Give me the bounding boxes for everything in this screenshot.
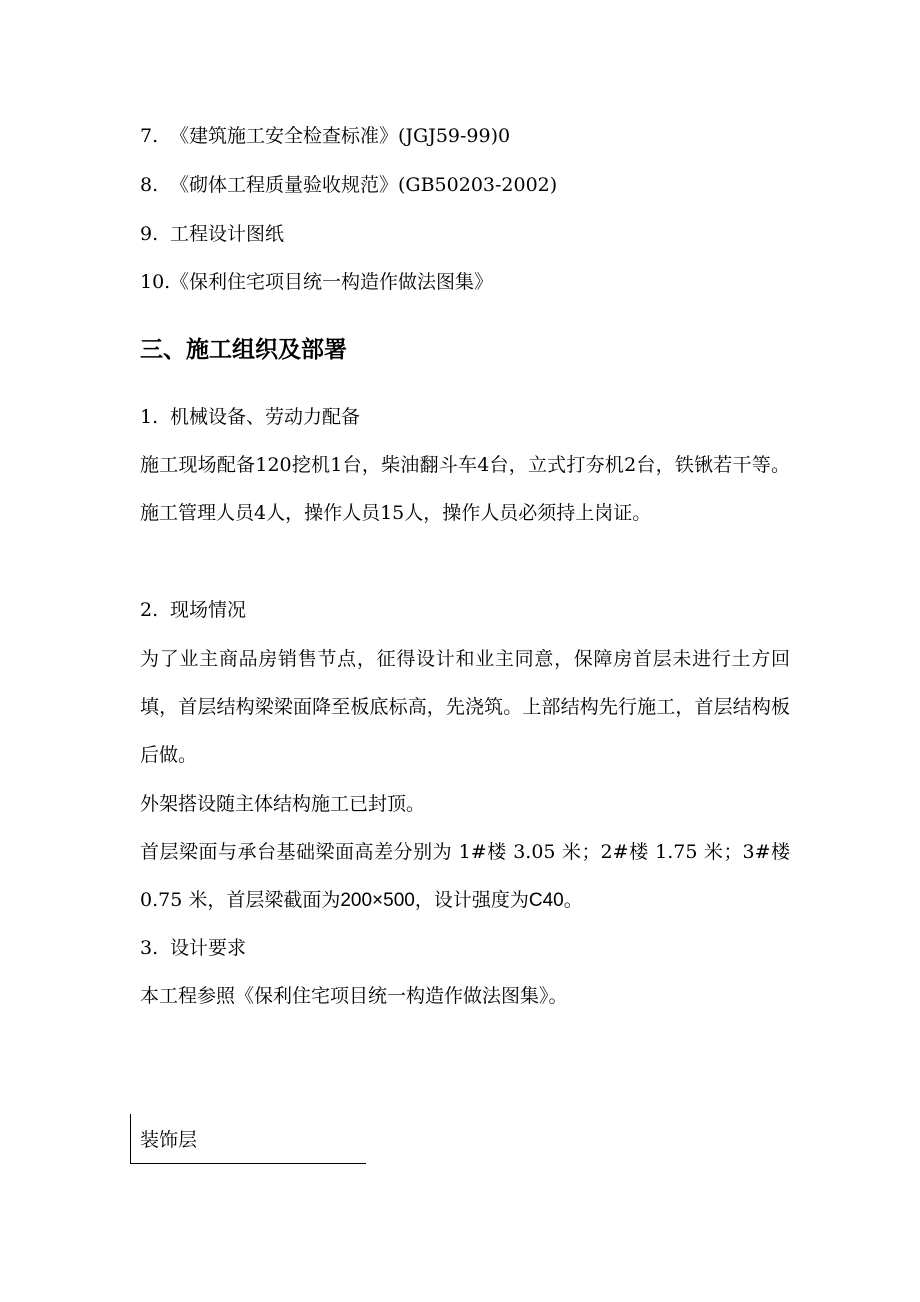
site-paragraph-2: 外架搭设随主体结构施工已封顶。 [140,793,426,815]
site-paragraph-1: 为了业主商品房销售节点，征得设计和业主同意，保障房首层未进行土方回填，首层结构梁梁面降至板底标高，先浇筑。上部结构先行施工，首层结构板后做。 [140,648,790,766]
section-heading: 三、施工组织及部署 [140,337,347,363]
height-difference-text: 首层梁面与承台基础梁面高差分别为 1#楼 3.05 米；2#楼 1.75 米；3#楼 0.75 米，首层梁截面为 [140,841,790,911]
subsection-title: 现场情况 [170,599,247,621]
reference-text: 工程设计图纸 [170,223,285,245]
diagram-horizontal-line [130,1163,366,1164]
subsection-number: 1. [140,406,159,428]
subsection-title: 设计要求 [170,937,247,959]
subsection-title-design [140,936,246,960]
concrete-grade: C40 [528,890,564,911]
subsection-title: 机械设备、劳动力配备 [170,406,361,428]
site-paragraph-3 [140,828,790,925]
reference-number: 8. [140,174,159,196]
design-strength-text: ，设计强度为 [414,889,529,911]
reference-item-8 [140,173,557,197]
diagram-vertical-line [130,1114,131,1164]
reference-item-7 [140,124,510,148]
subsection-title-site [140,598,246,622]
design-paragraph: 本工程参照《保利住宅项目统一构造作做法图集》。 [140,985,568,1007]
sentence-end: 。 [563,889,583,911]
equipment-paragraph: 施工现场配备120挖机1台，柴油翻斗车4台，立式打夯机2台，铁锹若干等。施工管理人员4人，操作人员15人，操作人员必须持上岗证。 [140,454,790,524]
reference-number: 9. [140,223,159,245]
reference-text: 《保利住宅项目统一构造作做法图集》 [170,271,494,293]
reference-item-9 [140,222,284,246]
subsection-number: 2. [140,599,159,621]
reference-number: 10. [140,271,171,293]
subsection-number: 3. [140,937,159,959]
reference-text: 《砌体工程质量验收规范》(GB50203-2002) [170,174,558,196]
beam-section-dims: 200×500 [340,890,415,911]
reference-text: 《建筑施工安全检查标准》(JGJ59-99)0 [170,125,511,147]
decoration-layer-label: 装饰层 [140,1129,198,1151]
subsection-title-equipment [140,405,360,429]
layer-diagram [130,1114,366,1164]
reference-number: 7. [140,125,159,147]
reference-item-10 [140,270,493,294]
